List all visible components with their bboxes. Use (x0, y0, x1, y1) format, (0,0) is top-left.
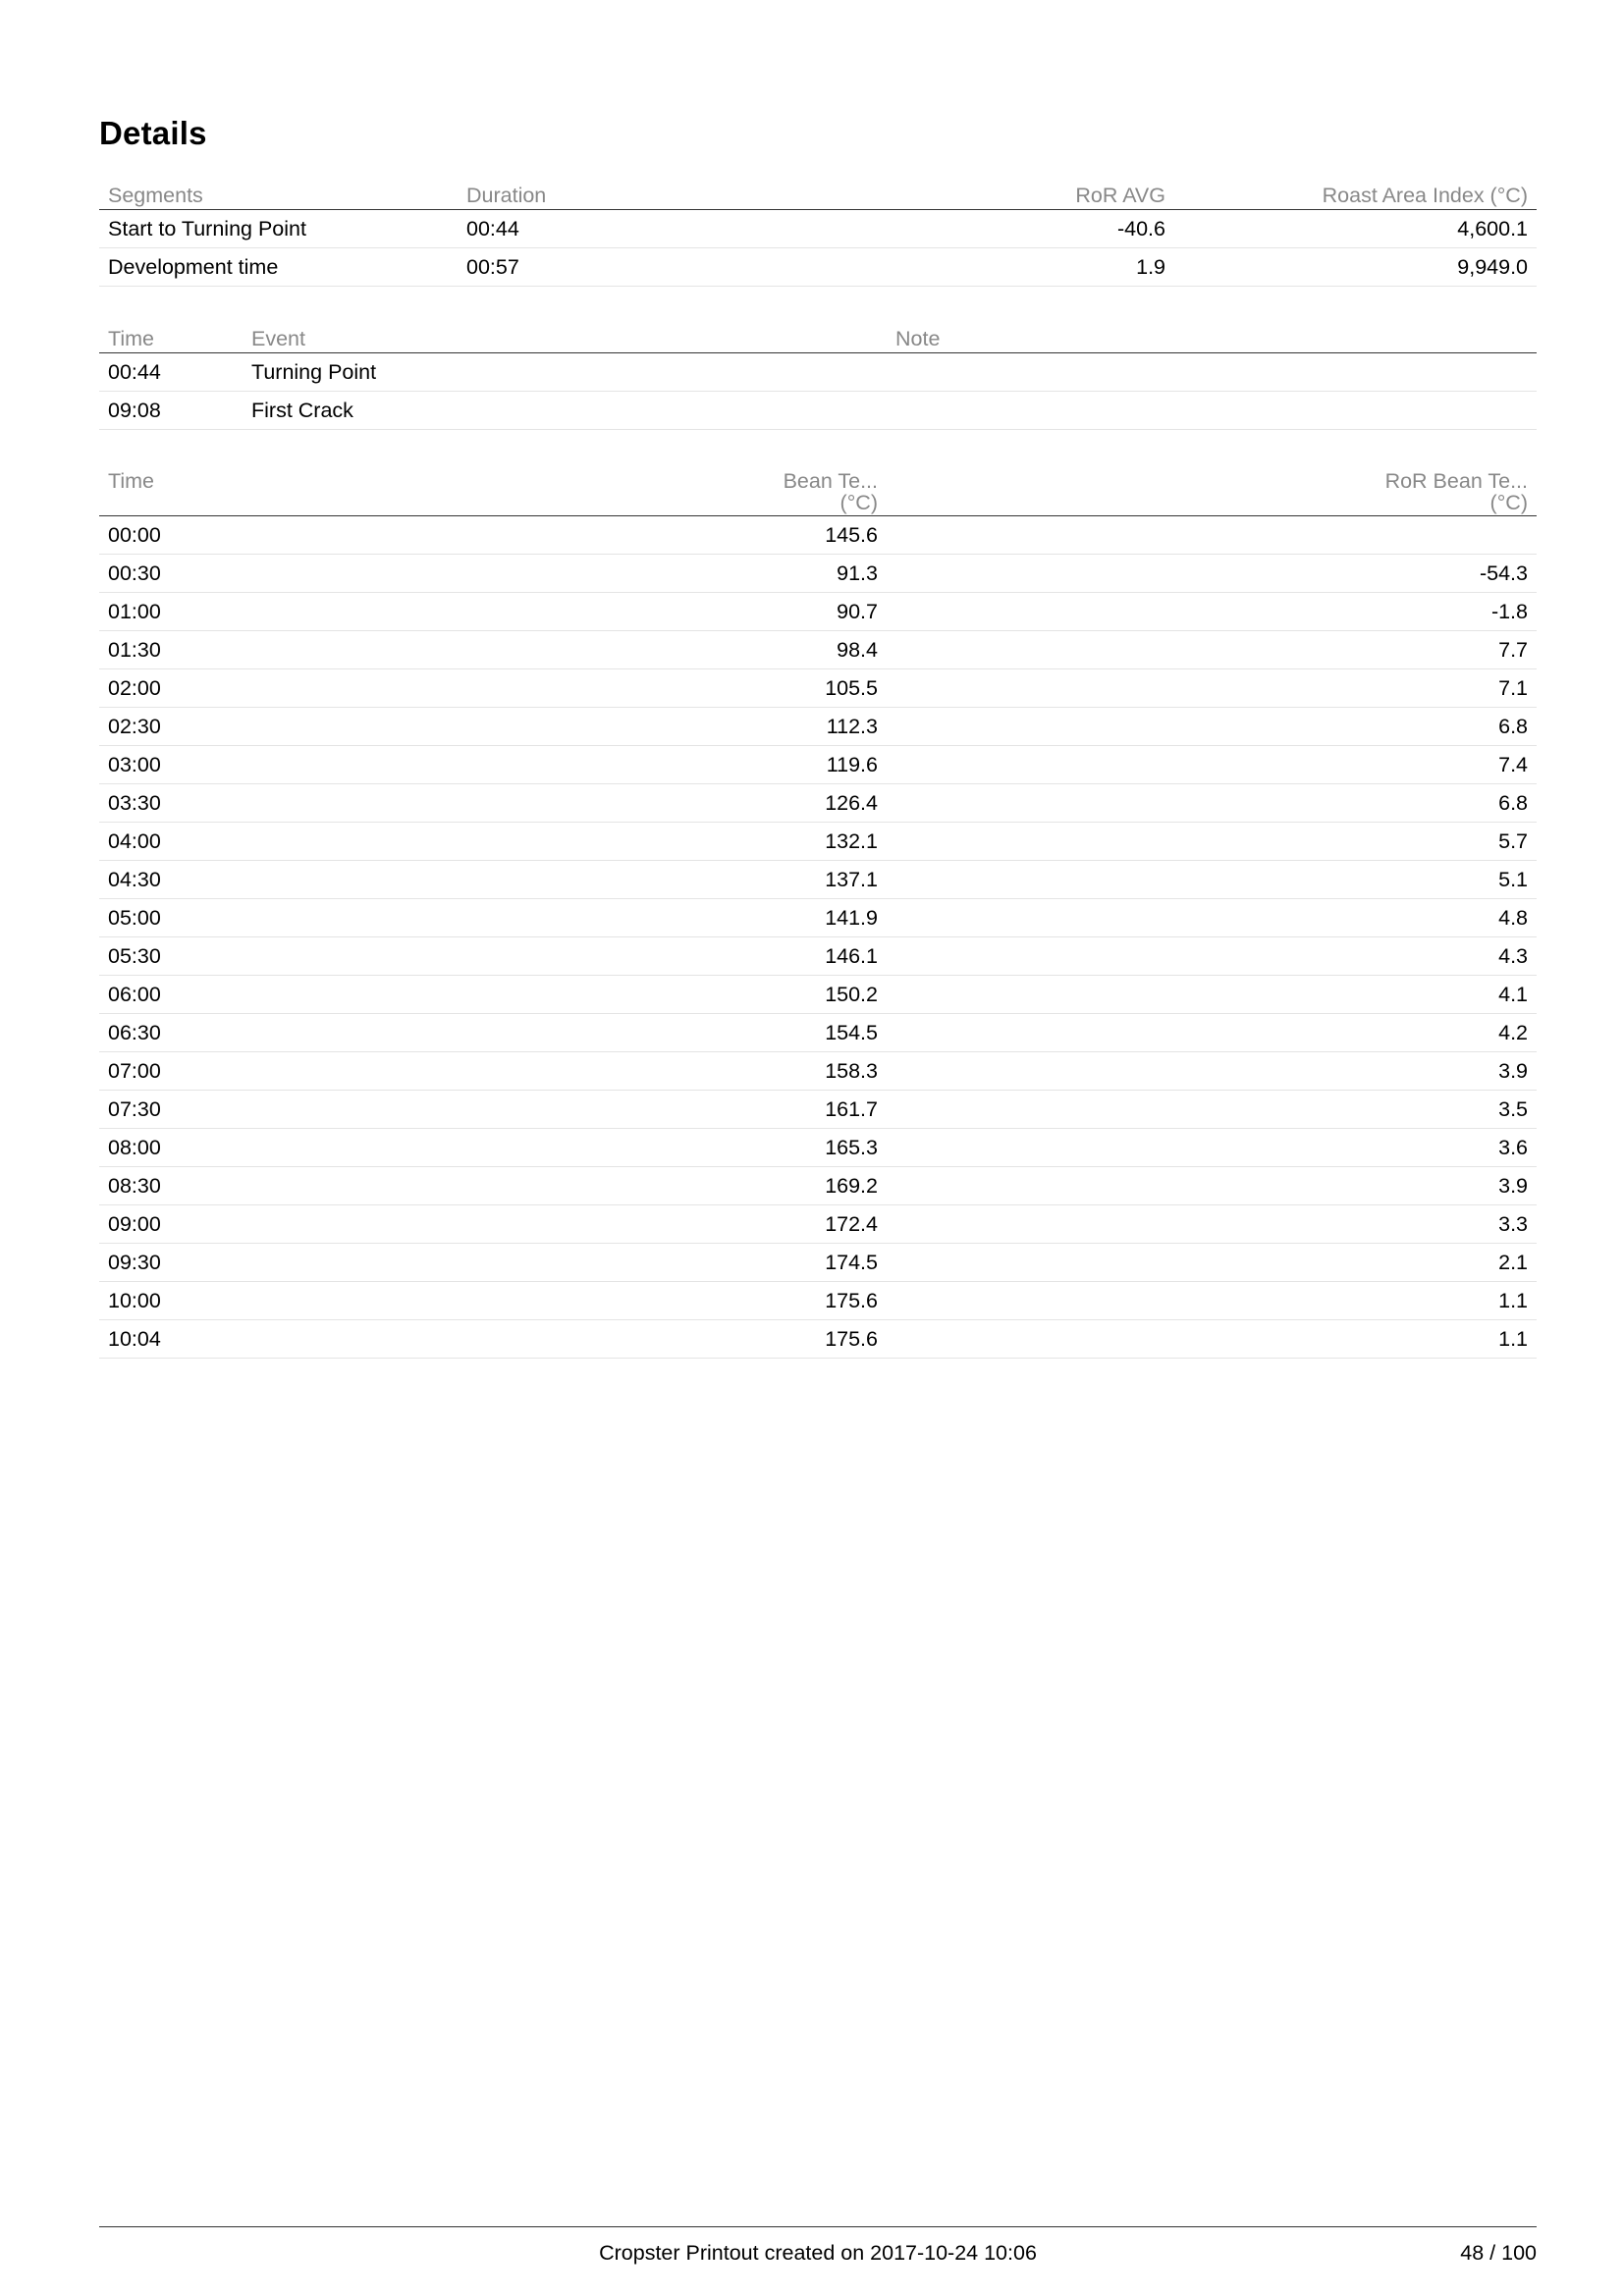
data-time: 10:04 (99, 1320, 243, 1359)
data-row (99, 1282, 1537, 1320)
data-bean-temp: 112.3 (243, 708, 887, 746)
data-row (99, 899, 1537, 937)
data-row (99, 1014, 1537, 1052)
segments-row (99, 248, 1537, 287)
event-name: First Crack (243, 392, 887, 430)
event-note (887, 392, 1537, 430)
data-bean-temp: 169.2 (243, 1167, 887, 1205)
segment-ror-avg: 1.9 (816, 248, 1174, 287)
data-time: 01:00 (99, 593, 243, 631)
data-time: 04:30 (99, 861, 243, 899)
segment-duration: 00:44 (458, 210, 816, 248)
data-ror-bean-temp: 6.8 (887, 708, 1537, 746)
page-number: 48 / 100 (1460, 2241, 1537, 2265)
data-bean-temp: 132.1 (243, 823, 887, 861)
data-time: 06:30 (99, 1014, 243, 1052)
data-bean-temp: 172.4 (243, 1205, 887, 1244)
data-time: 05:30 (99, 937, 243, 976)
data-ror-bean-temp: 5.1 (887, 861, 1537, 899)
data-ror-bean-temp: 3.3 (887, 1205, 1537, 1244)
data-header-time (99, 456, 243, 516)
data-time: 08:30 (99, 1167, 243, 1205)
data-time: 07:30 (99, 1091, 243, 1129)
data-time: 10:00 (99, 1282, 243, 1320)
events-table (99, 321, 1537, 430)
data-bean-temp: 119.6 (243, 746, 887, 784)
segment-ror-avg: -40.6 (816, 210, 1174, 248)
data-ror-bean-temp (887, 516, 1537, 555)
data-ror-bean-temp: 1.1 (887, 1320, 1537, 1359)
data-bean-temp: 175.6 (243, 1282, 887, 1320)
data-header-time-spacer (108, 492, 234, 513)
segments-header-ror-avg: RoR AVG (816, 178, 1174, 210)
data-time: 03:30 (99, 784, 243, 823)
data-bean-temp: 146.1 (243, 937, 887, 976)
segments-header-segments: Segments (99, 178, 458, 210)
event-name: Turning Point (243, 353, 887, 392)
data-ror-bean-temp: 4.2 (887, 1014, 1537, 1052)
event-note (887, 353, 1537, 392)
data-ror-bean-temp: 3.5 (887, 1091, 1537, 1129)
data-row (99, 823, 1537, 861)
data-row (99, 976, 1537, 1014)
data-row (99, 708, 1537, 746)
data-bean-temp: 174.5 (243, 1244, 887, 1282)
events-header-note: Note (887, 321, 1537, 353)
data-bean-temp: 90.7 (243, 593, 887, 631)
data-row (99, 861, 1537, 899)
data-time: 05:00 (99, 899, 243, 937)
data-row (99, 631, 1537, 669)
data-header-time-label: Time (108, 469, 154, 493)
segment-name: Start to Turning Point (99, 210, 458, 248)
segment-name: Development time (99, 248, 458, 287)
events-header-time: Time (99, 321, 243, 353)
data-time: 09:00 (99, 1205, 243, 1244)
data-bean-temp: 158.3 (243, 1052, 887, 1091)
data-bean-temp: 145.6 (243, 516, 887, 555)
data-row (99, 937, 1537, 976)
events-header-row (99, 321, 1537, 353)
segments-header-duration: Duration (458, 178, 816, 210)
segments-row (99, 210, 1537, 248)
data-bean-temp: 98.4 (243, 631, 887, 669)
event-row (99, 392, 1537, 430)
segments-table (99, 178, 1537, 287)
data-header-ror-label: RoR Bean Te... (1384, 469, 1528, 493)
data-row (99, 669, 1537, 708)
data-ror-bean-temp: 4.3 (887, 937, 1537, 976)
data-ror-bean-temp: 3.6 (887, 1129, 1537, 1167)
footer-text: Cropster Printout created on 2017-10-24 10:06 (599, 2241, 1037, 2265)
segment-duration: 00:57 (458, 248, 816, 287)
data-bean-temp: 126.4 (243, 784, 887, 823)
data-header-bean-temp-label: Bean Te... (783, 469, 878, 493)
data-row (99, 1052, 1537, 1091)
data-bean-temp: 175.6 (243, 1320, 887, 1359)
data-row (99, 1091, 1537, 1129)
data-header-row (99, 456, 1537, 516)
data-ror-bean-temp: 7.4 (887, 746, 1537, 784)
data-bean-temp: 150.2 (243, 976, 887, 1014)
segment-roast-area-index: 4,600.1 (1174, 210, 1537, 248)
data-ror-bean-temp: 5.7 (887, 823, 1537, 861)
event-time: 00:44 (99, 353, 243, 392)
data-row (99, 1320, 1537, 1359)
data-header-bean-temp-unit: (°C) (839, 491, 878, 514)
data-bean-temp: 105.5 (243, 669, 887, 708)
data-time: 02:00 (99, 669, 243, 708)
data-row (99, 1167, 1537, 1205)
data-ror-bean-temp: -1.8 (887, 593, 1537, 631)
data-ror-bean-temp: 3.9 (887, 1052, 1537, 1091)
data-row (99, 1244, 1537, 1282)
data-bean-temp: 154.5 (243, 1014, 887, 1052)
data-row (99, 593, 1537, 631)
data-time: 06:00 (99, 976, 243, 1014)
data-ror-bean-temp: 4.8 (887, 899, 1537, 937)
data-rows (99, 516, 1537, 1359)
data-row (99, 516, 1537, 555)
data-ror-bean-temp: -54.3 (887, 555, 1537, 593)
data-bean-temp: 161.7 (243, 1091, 887, 1129)
data-ror-bean-temp: 3.9 (887, 1167, 1537, 1205)
data-time: 04:00 (99, 823, 243, 861)
data-ror-bean-temp: 2.1 (887, 1244, 1537, 1282)
data-header-ror-unit: (°C) (1489, 491, 1528, 514)
data-row (99, 1205, 1537, 1244)
data-ror-bean-temp: 7.1 (887, 669, 1537, 708)
data-bean-temp: 137.1 (243, 861, 887, 899)
event-row (99, 353, 1537, 392)
data-ror-bean-temp: 4.1 (887, 976, 1537, 1014)
footer-rule (99, 2226, 1537, 2227)
data-time: 03:00 (99, 746, 243, 784)
data-bean-temp: 91.3 (243, 555, 887, 593)
bean-temperature-table (99, 456, 1537, 1359)
data-row (99, 784, 1537, 823)
segments-header-roast-area-index: Roast Area Index (°C) (1174, 178, 1537, 210)
data-row (99, 555, 1537, 593)
data-ror-bean-temp: 1.1 (887, 1282, 1537, 1320)
data-time: 01:30 (99, 631, 243, 669)
data-row (99, 746, 1537, 784)
data-header-bean-temp (243, 456, 887, 516)
segments-header-row (99, 178, 1537, 210)
data-time: 00:00 (99, 516, 243, 555)
data-row (99, 1129, 1537, 1167)
data-bean-temp: 141.9 (243, 899, 887, 937)
data-time: 02:30 (99, 708, 243, 746)
data-time: 09:30 (99, 1244, 243, 1282)
data-header-ror-bean-temp (887, 456, 1537, 516)
data-bean-temp: 165.3 (243, 1129, 887, 1167)
events-header-event: Event (243, 321, 887, 353)
data-ror-bean-temp: 7.7 (887, 631, 1537, 669)
data-time: 00:30 (99, 555, 243, 593)
segment-roast-area-index: 9,949.0 (1174, 248, 1537, 287)
event-time: 09:08 (99, 392, 243, 430)
data-time: 08:00 (99, 1129, 243, 1167)
section-title: Details (99, 115, 207, 151)
data-time: 07:00 (99, 1052, 243, 1091)
data-ror-bean-temp: 6.8 (887, 784, 1537, 823)
